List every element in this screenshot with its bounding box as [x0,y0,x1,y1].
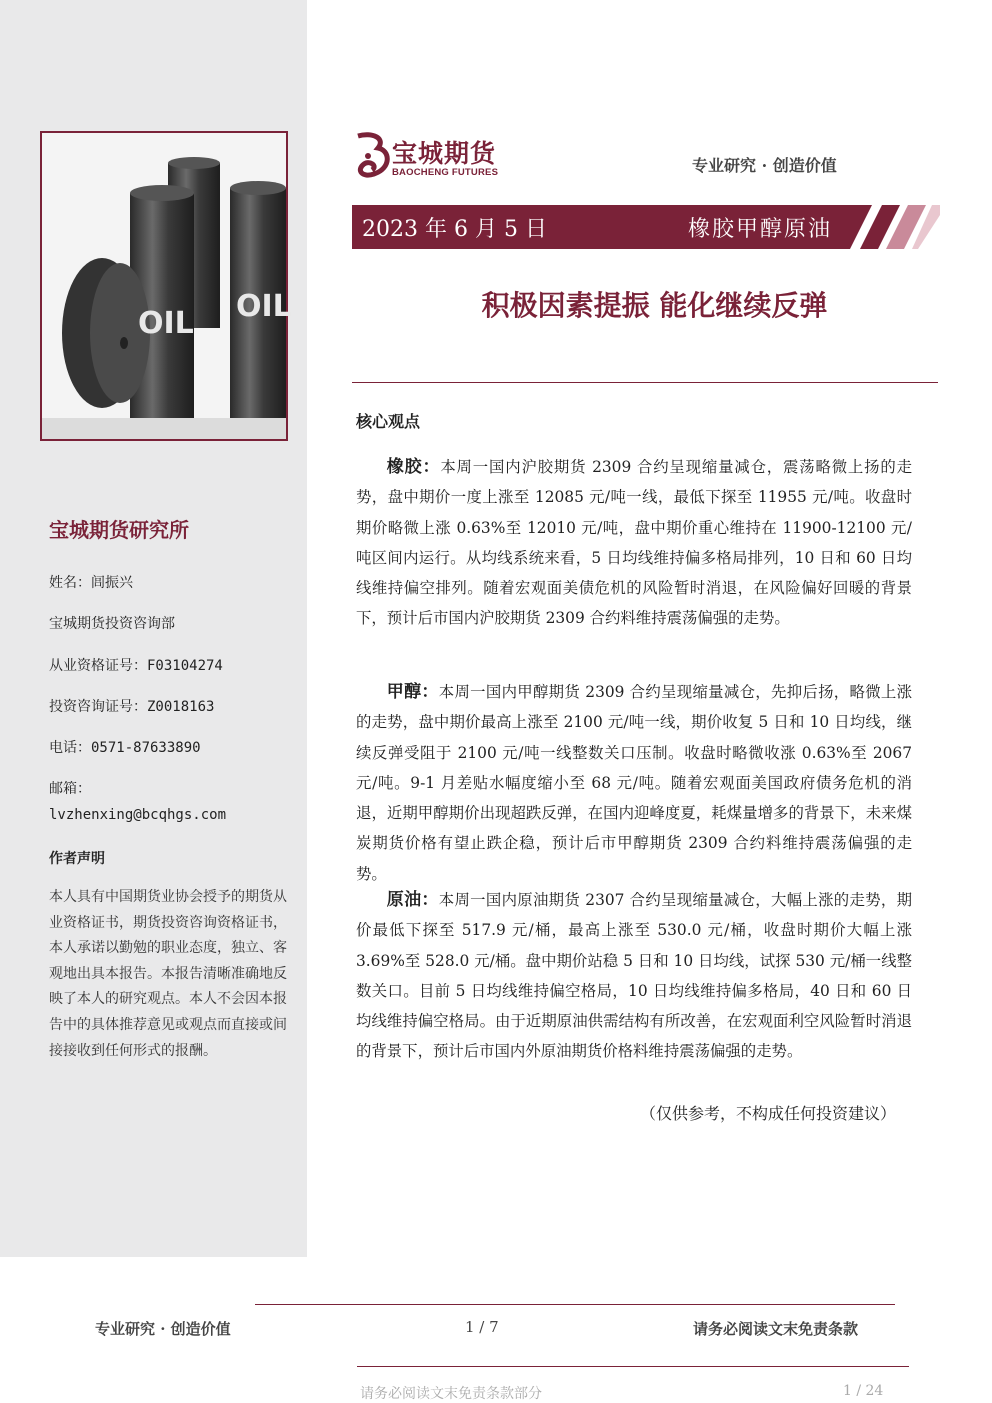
paragraph-methanol [356,677,912,889]
paragraph-crude-oil [356,885,912,1067]
page-number: 1 / 7 [465,1318,499,1336]
email[interactable]: lvzhenxing@bcqhgs.com [49,807,227,823]
qualification-no: 从业资格证号：F03104274 [49,658,223,674]
paragraph-rubber [356,452,912,634]
logo-chinese: 宝城期货 [392,139,497,168]
section-title: 核心观点 [356,412,421,431]
author-statement: 本人具有中国期货业协会授予的期货从业资格证书，期货投资咨询资格证书，本人承诺以勤勉的职业态度，独立、客观地出具本报告。本报告清晰准确地反映了本人的研究观点。本人不会因本报告中的具体推荐意见或观点而直接或间接接收到任何形式的报酬。 [49,889,287,1059]
footer-divider-2 [357,1366,909,1367]
slogan: 专业研究 · 创造价值 [692,156,837,175]
cover-oil-text-2: OIL [236,289,292,324]
page-number-2: 1 / 24 [843,1383,884,1399]
headline: 积极因素提振 能化继续反弹 [481,289,828,322]
footer-divider [255,1304,895,1305]
paragraph-text: 本周一国内沪胶期货 2309 合约呈现缩量减仓，震荡略微上扬的走势，盘中期价一度上涨至 12085 元/吨一线，最低下探至 11955 元/吨。收盘时期价略微上涨 0.63%至 12010 元/吨，盘中期价重心维持在 11900-12100 元/吨区间内运行。从均线系统来看，5 日均线维持偏多格局排列，10 日和 60 日均线维持偏空排列。随着宏观面美债危机的风险暂时消退，在风险偏好回暖的背景下，预计后市国内沪胶期货 2309 合约料维持震荡偏强的走势。 [356,458,913,628]
paragraph-text: 本周一国内原油期货 2307 合约呈现缩量减仓，大幅上涨的走势，期价最低下探至 517.9 元/桶，最高上涨至 530.0 元/桶，收盘时期价大幅上涨 3.69%至 528.0 元/桶。盘中期价站稳 5 日和 10 日均线，试探 530 元/桶一线整数关口。目前 5 日均线维持偏空格局，10 日均线维持偏多格局，40 日和 60 日均线维持偏空格局。由于近期原油供需结构有所改善，在宏观面利空风险暂时消退的背景下，预计后市国内外原油期货价格料维持震荡偏强的走势。 [356,891,913,1061]
paragraph-text: 本周一国内甲醇期货 2309 合约呈现缩量减仓，先抑后扬，略微上涨的走势，盘中期价最高上涨至 2100 元/吨一线，期价收复 5 日和 10 日均线，继续反弹受阻于 2100 元/吨一线整数关口压制。收盘时略微收涨 0.63%至 2067 元/吨。9-1 月差贴水幅度缩小至 68 元/吨。随着宏观面美国政府债务危机的消退，近期甲醇期价出现超跌反弹，在国内迎峰度夏，耗煤量增多的背景下，未来煤炭期货价格有望止跌企稳，预计后市甲醇期货 2309 合约料维持震荡偏强的走势。 [356,683,913,883]
disclaimer: （仅供参考，不构成任何投资建议） [640,1104,897,1123]
consult-no: 投资咨询证号：Z0018163 [49,699,215,715]
footer-notice-2: 请务必阅读文末免责条款部分 [360,1386,542,1402]
institute-name: 宝城期货研究所 [49,518,189,542]
footer-slogan: 专业研究 · 创造价值 [95,1320,231,1338]
cover-oil-text: OIL [138,306,194,341]
author-name: 姓名：闾振兴 [49,575,133,591]
divider [352,382,938,383]
email-label: 邮箱： [49,781,91,797]
department: 宝城期货投资咨询部 [49,616,175,632]
footer-notice: 请务必阅读文末免责条款 [693,1320,859,1338]
paragraph-lead: 原油： [386,890,439,910]
paragraph-lead: 橡胶： [386,457,441,477]
paragraph-lead: 甲醇： [386,682,439,702]
statement-title: 作者声明 [49,851,105,867]
phone: 电话：0571-87633890 [49,740,201,756]
logo-english: BAOCHENG FUTURES [392,167,499,178]
report-category: 橡胶甲醇原油 [688,217,833,242]
report-date: 2023 年 6 月 5 日 [362,217,547,242]
cover-image [40,131,292,441]
